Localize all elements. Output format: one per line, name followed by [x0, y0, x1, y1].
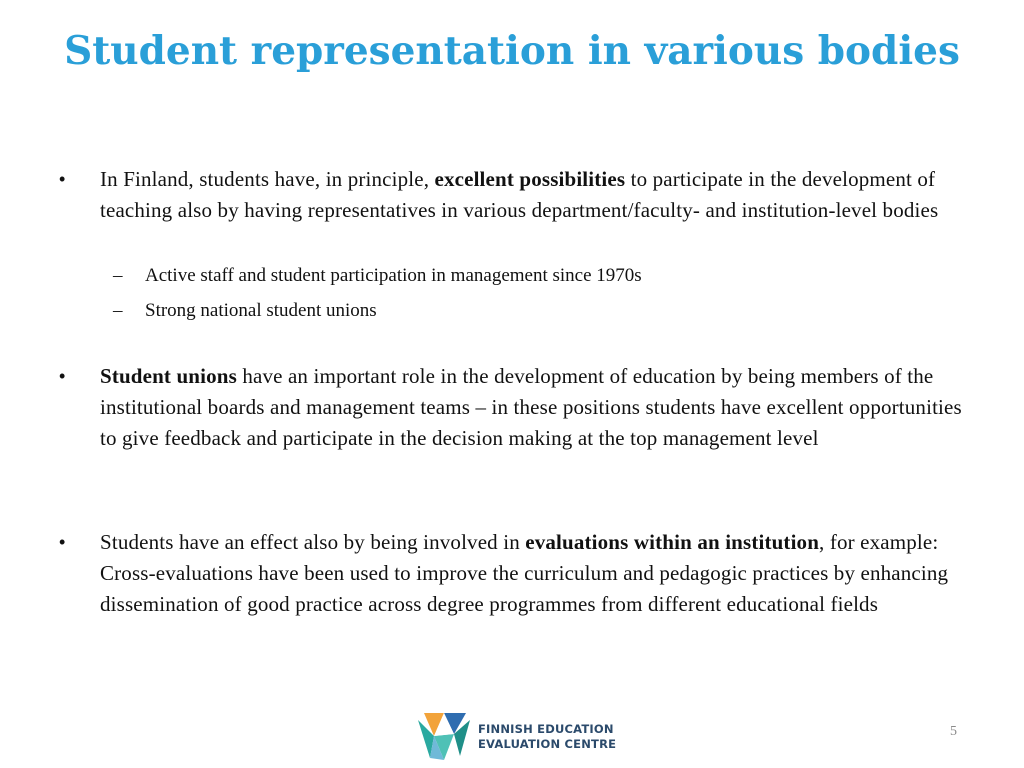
bullet-1 — [100, 164, 970, 226]
bullet-2-post: have an important role in the development of education by being members of the institutional boards and management teams – in these positions students have excellent opportunities to give feedback and participate in the decision making at the top management level — [100, 364, 962, 450]
bullet-3 — [100, 527, 970, 620]
bullet-3-pre: Students have an effect also by being involved in — [100, 530, 526, 554]
bullet-2-bold: Student unions — [100, 364, 237, 388]
logo-line-1: FINNISH EDUCATION — [478, 722, 614, 736]
sub-bullet-1: Active staff and student participation in management since 1970s — [145, 265, 642, 286]
bullet-marker: • — [59, 532, 66, 552]
bullet-2 — [100, 361, 970, 454]
bullet-3-post: , for example: Cross-evaluations have been used to improve the curriculum and pedagogic practices by enhancing dissemination of good practice across degree programmes from different educational fields — [100, 530, 949, 616]
bullet-1-bold: excellent possibilities — [434, 167, 626, 191]
fineec-logo-text — [478, 722, 616, 752]
sub-bullet-marker: – — [113, 265, 123, 286]
bullet-marker: • — [59, 366, 66, 386]
page-number: 5 — [950, 724, 957, 739]
fineec-logo — [416, 710, 616, 762]
logo-line-2: EVALUATION CENTRE — [478, 737, 617, 751]
sub-bullet-2: Strong national student unions — [145, 300, 377, 321]
sub-bullet-marker: – — [113, 300, 123, 321]
bullet-3-bold: evaluations within an institution — [525, 530, 820, 554]
slide-title: Student representation in various bodies — [64, 28, 960, 74]
fineec-logo-icon — [416, 710, 472, 762]
bullet-marker: • — [59, 169, 66, 189]
bullet-1-pre: In Finland, students have, in principle, — [100, 167, 435, 191]
bullet-1-post: to participate in the development of teaching also by having representatives in various department/faculty- and institution-level bodies — [100, 167, 939, 222]
